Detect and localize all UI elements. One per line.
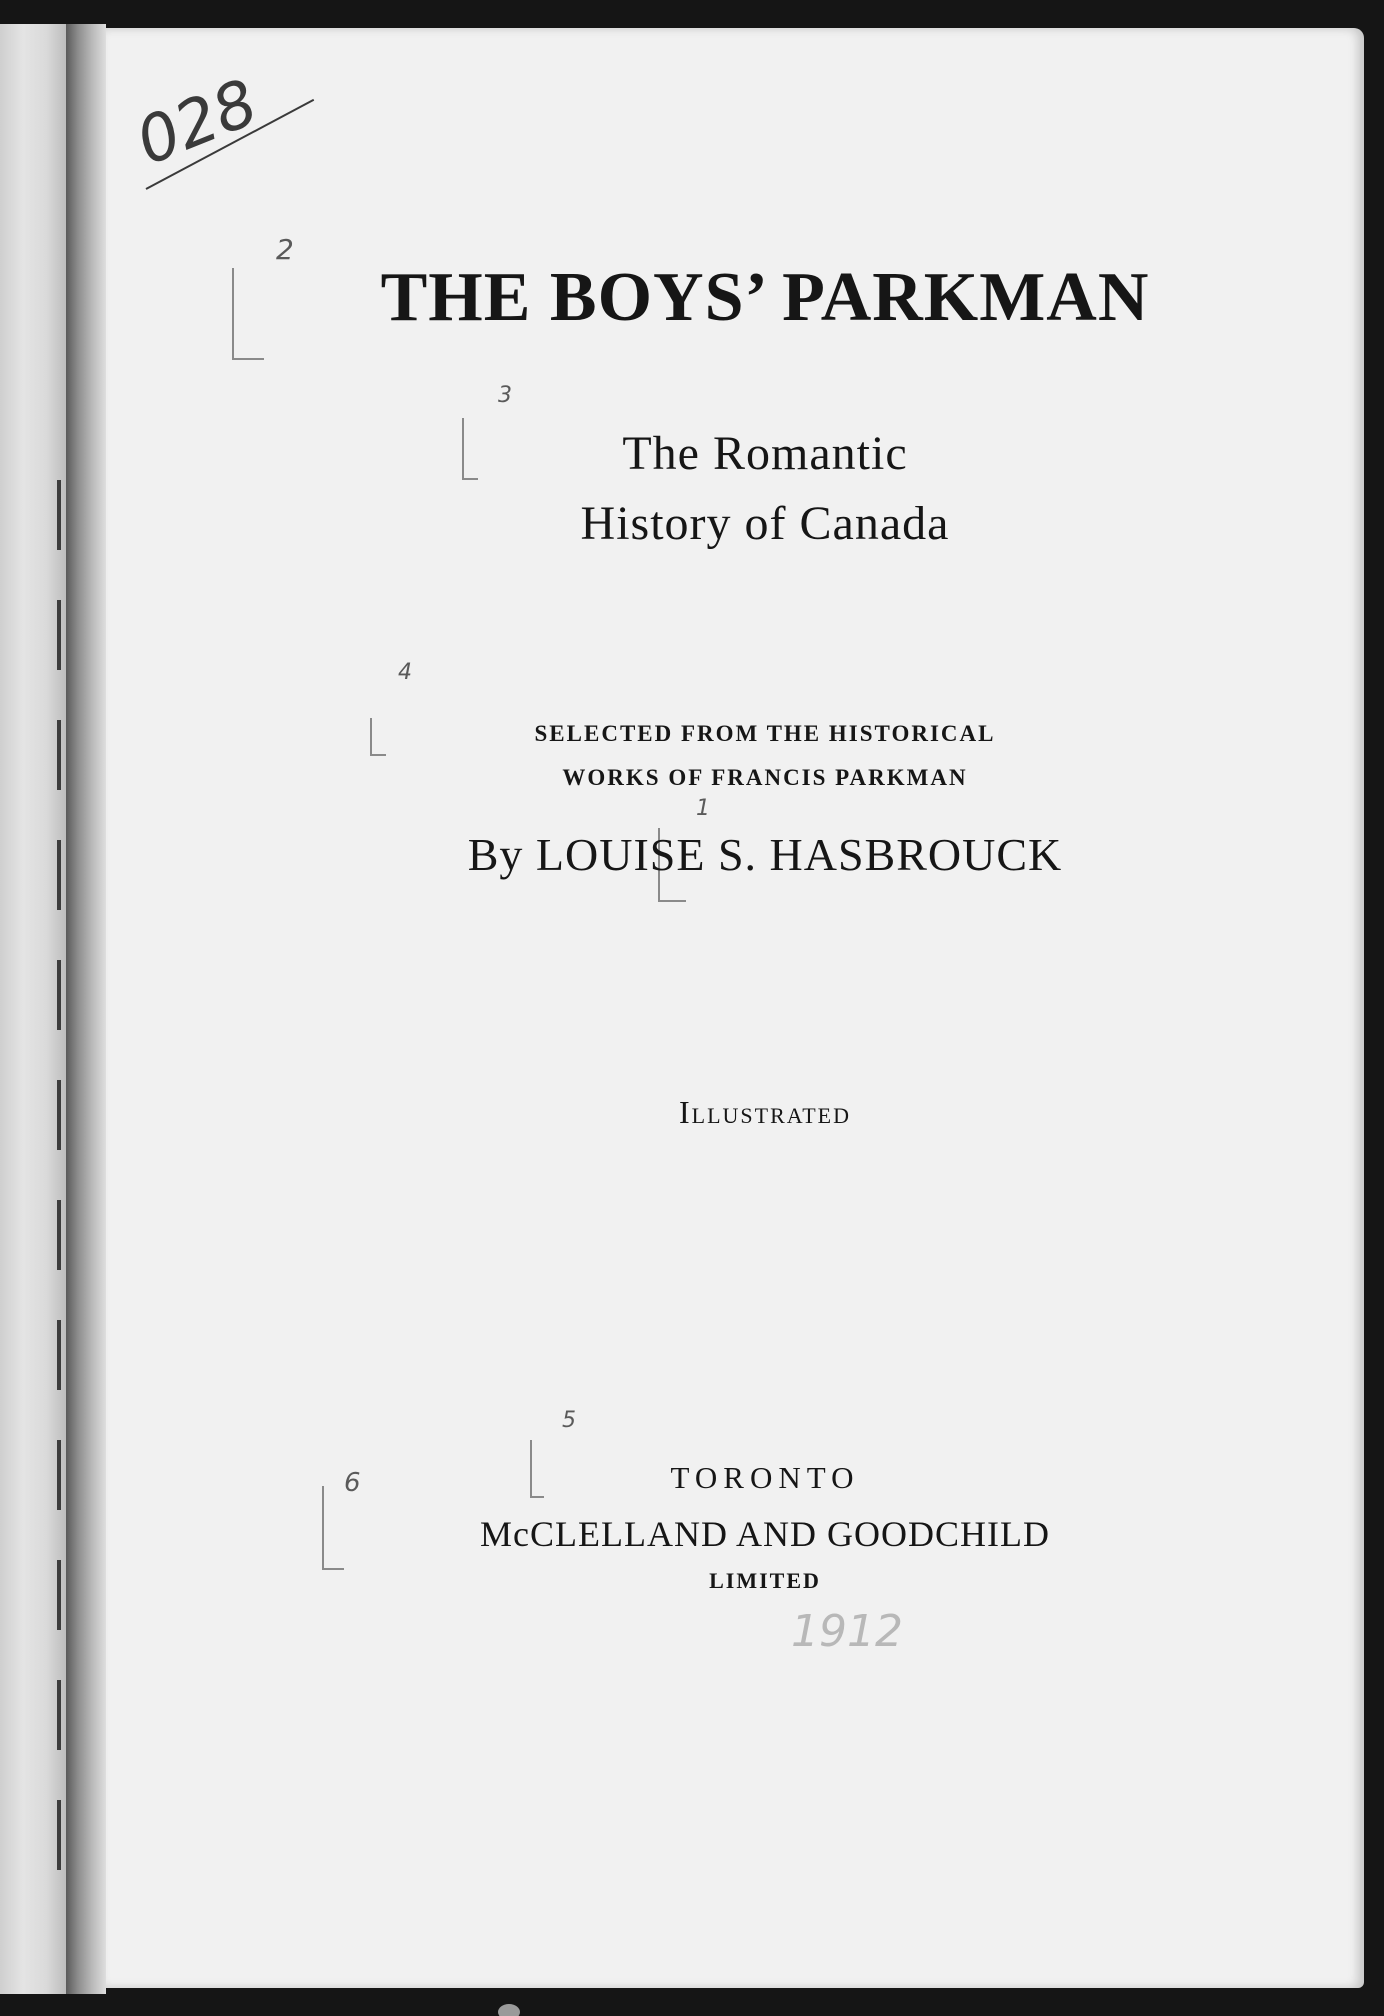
illustrated-note: Illustrated bbox=[679, 1094, 851, 1130]
book-gutter bbox=[66, 24, 106, 1994]
left-page-binding-shadow bbox=[57, 480, 61, 1880]
book-title: THE BOYS’ PARKMAN bbox=[380, 259, 1150, 336]
subtitle-line-1: The Romantic bbox=[622, 427, 908, 480]
source-note-line-2: WORKS OF FRANCIS PARKMAN bbox=[562, 765, 968, 790]
source-note-line-1: SELECTED FROM THE HISTORICAL bbox=[534, 721, 996, 746]
pencil-year-note: 1912 bbox=[791, 1606, 903, 1657]
pencil-mark-3: 3 bbox=[498, 383, 512, 408]
pencil-mark-2: 2 bbox=[276, 233, 294, 266]
publisher-name: McCLELLAND AND GOODCHILD bbox=[480, 1514, 1050, 1554]
scan-speck bbox=[498, 2004, 520, 2016]
subtitle-line-2: History of Canada bbox=[580, 497, 950, 550]
pencil-mark-5: 5 bbox=[562, 1408, 576, 1433]
title-page bbox=[106, 28, 1364, 1988]
author-line: By LOUISE S. HASBROUCK bbox=[467, 829, 1063, 880]
pencil-mark-6: 6 bbox=[344, 1468, 361, 1498]
publisher-suffix: LIMITED bbox=[709, 1568, 821, 1593]
title-page-content bbox=[106, 28, 1364, 1988]
pencil-shelfmark: 028 bbox=[126, 65, 268, 181]
pencil-mark-4: 4 bbox=[398, 660, 412, 685]
pencil-mark-1: 1 bbox=[696, 796, 710, 821]
publication-city: TORONTO bbox=[670, 1460, 860, 1495]
